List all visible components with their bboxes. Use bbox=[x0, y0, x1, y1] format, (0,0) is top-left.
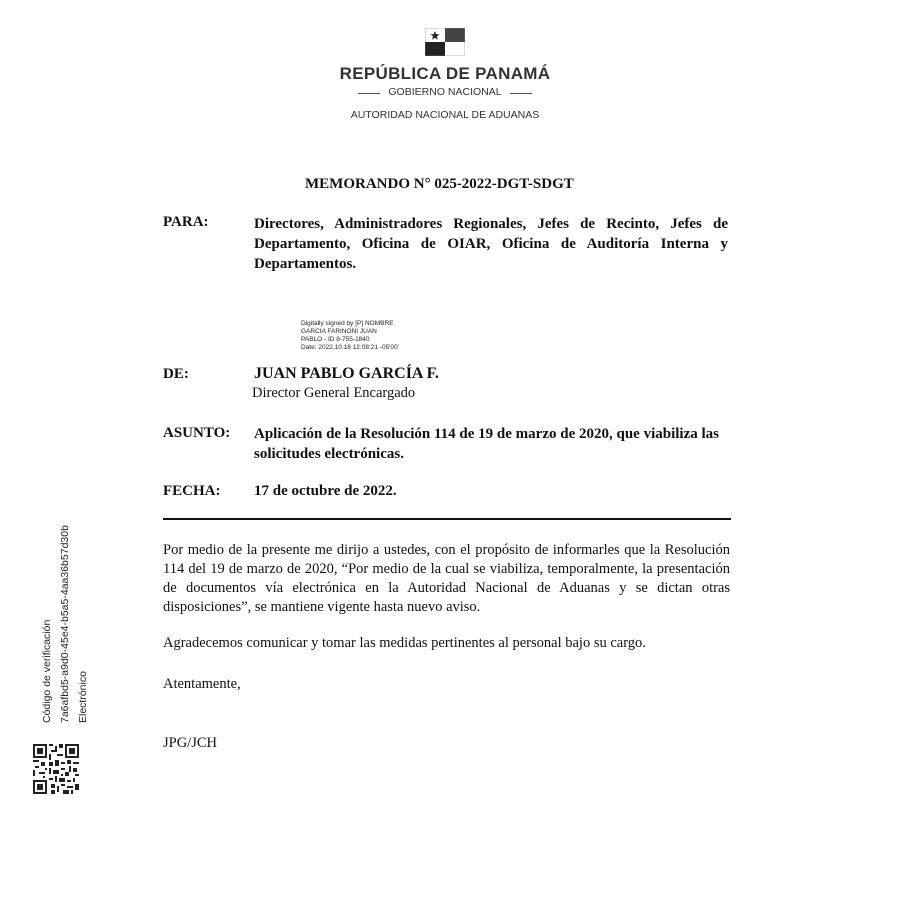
signature-line: GARCIA FARINONI JUAN bbox=[301, 328, 377, 335]
asunto-label: ASUNTO: bbox=[163, 425, 231, 441]
qr-code-icon bbox=[33, 744, 79, 794]
verification-label: Código de verificación bbox=[41, 619, 53, 723]
initials: JPG/JCH bbox=[163, 735, 217, 751]
para-recipients: Directores, Administradores Regionales, Jefes de Recinto, Jefes de Departamento, Oficina de OIAR, Oficina de Auditoría Interna y Departamentos. bbox=[254, 216, 728, 272]
signature-line: PABLO - ID 8-755-1840 bbox=[301, 336, 370, 343]
panama-flag-logo bbox=[425, 28, 465, 56]
verification-code: 7a6afbd5-a9d0-45e4-b5a5-4aa36b57d30b bbox=[59, 525, 71, 723]
body-paragraph-2: Agradecemos comunicar y tomar las medidas pertinentes al personal bajo su cargo. bbox=[163, 635, 646, 651]
verification-type: Electrónico bbox=[77, 671, 89, 723]
memo-title: MEMORANDO N° 025-2022-DGT-SDGT bbox=[305, 176, 574, 192]
country-name: REPÚBLICA DE PANAMÁ bbox=[339, 64, 551, 83]
government-line bbox=[358, 85, 532, 101]
para-label: PARA: bbox=[163, 214, 209, 230]
de-label: DE: bbox=[163, 366, 189, 382]
government-name: GOBIERNO NACIONAL bbox=[388, 86, 502, 98]
divider-right bbox=[510, 93, 532, 94]
signature-line: Digitally signed by [P] NOMBRE bbox=[301, 320, 394, 327]
sender-title: Director General Encargado bbox=[252, 385, 416, 401]
subject-text: Aplicación de la Resolución 114 de 19 de marzo de 2020, que viabiliza las solicitudes electrónicas. bbox=[254, 426, 720, 462]
closing: Atentamente, bbox=[163, 676, 241, 692]
date-text: 17 de octubre de 2022. bbox=[254, 483, 397, 499]
sender-name: JUAN PABLO GARCÍA F. bbox=[254, 365, 439, 382]
verification-block bbox=[38, 478, 94, 723]
fecha-label: FECHA: bbox=[163, 483, 221, 499]
body-paragraph: Por medio de la presente me dirijo a ustedes, con el propósito de informarles que la Resolución 114 del 19 de marzo de 2020, “Por medio de la cual se viabiliza, temporalmente, la presentación de documentos vía electrónica en la Autoridad Nacional de Aduanas y se dictan otras disposiciones”, se mantiene vigente hasta nuevo aviso. bbox=[163, 542, 730, 615]
signature-line: Date: 2022.10.18 12:08:21 -05'00' bbox=[301, 344, 399, 351]
digital-signature bbox=[301, 320, 441, 352]
authority-name: AUTORIDAD NACIONAL DE ADUANAS bbox=[350, 109, 540, 121]
horizontal-rule bbox=[163, 518, 731, 520]
